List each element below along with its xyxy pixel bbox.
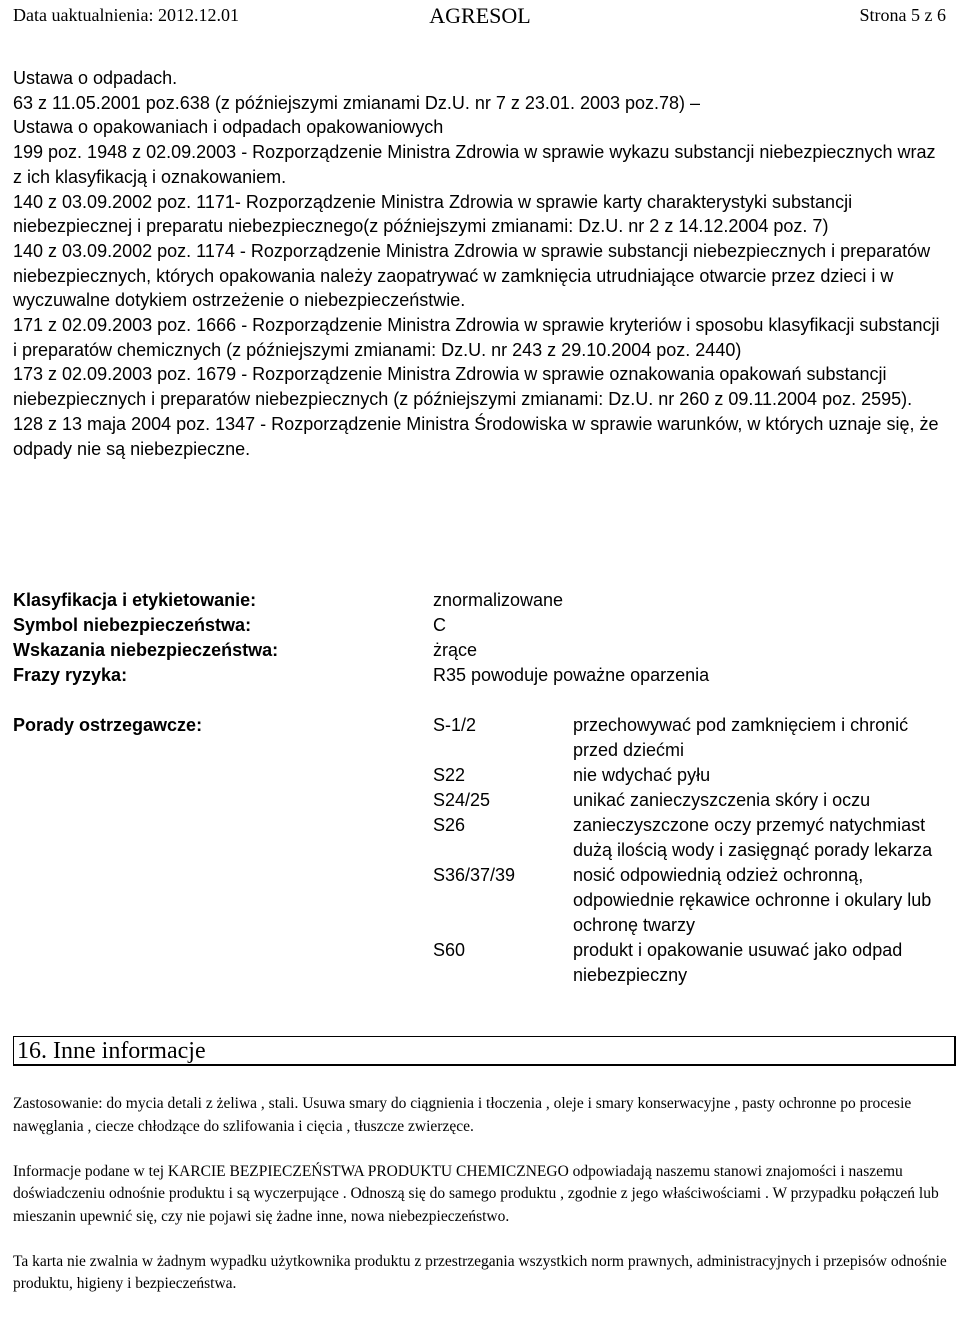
- page-number: Strona 5 z 6: [859, 5, 946, 25]
- regulation-item: 140 z 03.09.2002 poz. 1171- Rozporządzenie Ministra Zdrowia w sprawie karty charakterystyki substancji niebezpiecznej i preparatu niebezpiecznego(z późniejszymi zmianami: Dz.U. nr 2 z 14.12.2004 poz. 7): [13, 191, 853, 237]
- classification-row: [13, 588, 948, 613]
- phrase-text: produkt i opakowanie usuwać jako odpad niebezpieczny: [573, 940, 903, 985]
- phrase-text: nie wdychać pyłu: [573, 765, 711, 785]
- phrase-code: S26: [433, 815, 466, 835]
- safety-advice-list: [433, 713, 953, 988]
- classification-value: R35 powoduje poważne oparzenia: [433, 665, 710, 685]
- classification-label: Symbol niebezpieczeństwa:: [13, 615, 252, 635]
- regulation-item: 140 z 03.09.2002 poz. 1174 - Rozporządzenie Ministra Zdrowia w sprawie substancji niebezpiecznych i preparatów niebezpiecznych, których opakowania należy zaopatrywać w zamknięcia utrudniające otwarcie przez dzieci i w wyczuwalne dotykiem ostrzeżenie o niebezpieczeństwie.: [13, 240, 931, 311]
- classification-label: Wskazania niebezpieczeństwa:: [13, 640, 279, 660]
- phrase-text: nosić odpowiednią odzież ochronną, odpowiednie rękawice ochronne i okulary lub ochronę twarzy: [573, 865, 932, 935]
- safety-phrase: [433, 788, 953, 813]
- classification-value: C: [433, 615, 446, 635]
- phrase-code: S60: [433, 940, 466, 960]
- phrase-text: zanieczyszczone oczy przemyć natychmiast dużą ilością wody i zasięgnąć porady lekarza: [573, 815, 933, 860]
- safety-phrase: [433, 763, 953, 788]
- regulation-item: 199 poz. 1948 z 02.09.2003 - Rozporządzenie Ministra Zdrowia w sprawie wykazu substancji niebezpiecznych wraz z ich klasyfikacją i oznakowaniem.: [13, 142, 936, 187]
- phrase-code: S-1/2: [433, 715, 477, 735]
- page-header: [0, 3, 960, 27]
- safety-advice-label: Porady ostrzegawcze:: [13, 715, 203, 735]
- regulations-list: [13, 66, 948, 461]
- regulation-item: Ustawa o opakowaniach i odpadach opakowaniowych: [13, 117, 444, 138]
- other-information: [13, 1093, 953, 1318]
- safety-phrase: [433, 713, 953, 763]
- info-paragraph: Zastosowanie: do mycia detali z żeliwa , stali. Usuwa smary do ciągnienia i tłoczenia , oleje i smary konserwacyjne , pasty ochronne po procesie nawęglania , ciecze chłodzące do szlifowania i cięcia , tłuszcze zwierzęce.: [13, 1095, 912, 1135]
- phrase-text: przechowywać pod zamknięciem i chronić przed dziećmi: [573, 715, 909, 760]
- section-16-heading-box: [13, 1036, 956, 1066]
- info-paragraph: Informacje podane w tej KARCIE BEZPIECZEŃSTWA PRODUKTU CHEMICZNEGO odpowiadają naszemu stanowi znajomości i naszemu doświadczeniu odnośnie produktu i są wyczerpujące . Odnoszą się do samego produktu , zgodnie z jego właściwościami . W przypadku połączeń lub mieszanin upewnić się, czy nie pojawi się żadne inne, nowa niebezpieczeństwo.: [13, 1162, 939, 1225]
- update-date: Data uaktualnienia: 2012.12.01: [13, 5, 239, 25]
- regulation-item: 63 z 11.05.2001 poz.638 (z późniejszymi zmianami Dz.U. nr 7 z 23.01. 2003 poz.78) –: [13, 92, 701, 113]
- classification-value: żrące: [433, 640, 478, 660]
- section-16-title: 16. Inne informacje: [17, 1038, 206, 1064]
- safety-phrase: [433, 863, 953, 938]
- classification-row: [13, 663, 948, 688]
- phrase-code: S24/25: [433, 790, 491, 810]
- safety-phrase: [433, 813, 953, 863]
- classification-row: [13, 638, 948, 663]
- regulation-item: 128 z 13 maja 2004 poz. 1347 - Rozporządzenie Ministra Środowiska w sprawie warunków, w których uznaje się, że odpady nie są niebezpieczne.: [13, 413, 939, 459]
- product-name: AGRESOL: [429, 3, 531, 28]
- info-paragraph: Ta karta nie zwalnia w żadnym wypadku użytkownika produktu z przestrzegania wszystkich norm prawnych, administracyjnych i przepisów odnośnie produktu, higieny i bezpieczeństwa.: [13, 1252, 947, 1292]
- classification-table: [13, 588, 948, 688]
- phrase-code: S22: [433, 765, 466, 785]
- classification-label: Frazy ryzyka:: [13, 665, 128, 685]
- regulation-item: 171 z 02.09.2003 poz. 1666 - Rozporządzenie Ministra Zdrowia w sprawie kryteriów i sposobu klasyfikacji substancji i preparatów chemicznych (z późniejszymi zmianami: Dz.U. nr 243 z 29.10.2004 poz. 2440): [13, 315, 940, 360]
- regulation-item: 173 z 02.09.2003 poz. 1679 - Rozporządzenie Ministra Zdrowia w sprawie oznakowania opakowań substancji niebezpiecznych i preparatów niebezpiecznych (z późniejszymi zmianami: Dz.U. nr 260 z 09.11.2004 poz. 2595).: [13, 364, 913, 410]
- classification-row: [13, 613, 948, 638]
- phrase-text: unikać zanieczyszczenia skóry i oczu: [573, 790, 871, 810]
- safety-phrase: [433, 938, 953, 988]
- regulation-item: Ustawa o odpadach.: [13, 68, 178, 88]
- classification-value: znormalizowane: [433, 590, 564, 610]
- phrase-code: S36/37/39: [433, 865, 516, 885]
- classification-label: Klasyfikacja i etykietowanie:: [13, 590, 257, 610]
